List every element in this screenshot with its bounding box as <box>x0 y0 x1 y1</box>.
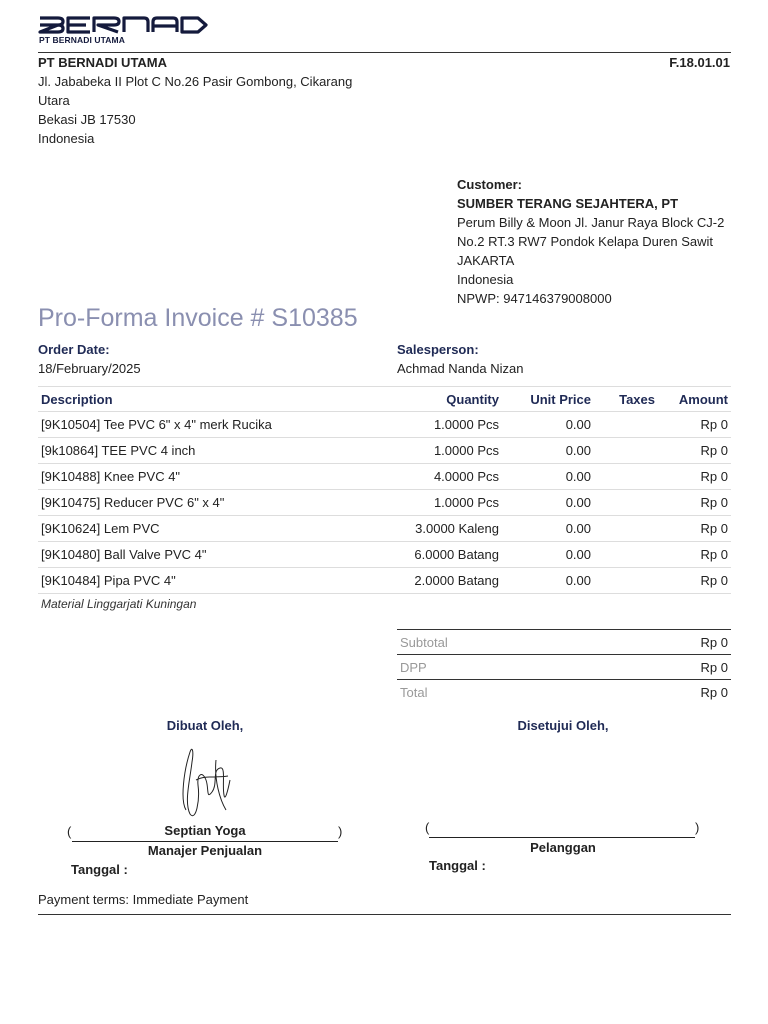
column-header-quantity: Quantity <box>368 387 502 412</box>
cell-amount: Rp 0 <box>658 568 731 594</box>
cell-unit-price: 0.00 <box>502 490 594 516</box>
cell-unit-price: 0.00 <box>502 516 594 542</box>
totals-label: DPP <box>397 655 603 680</box>
cell-taxes <box>594 412 658 438</box>
cell-amount: Rp 0 <box>658 516 731 542</box>
cell-amount: Rp 0 <box>658 412 731 438</box>
cell-description: [9k10864] TEE PVC 4 inch <box>38 438 368 464</box>
cell-quantity: 6.0000 Batang <box>368 542 502 568</box>
logo-subtitle: PT BERNADI UTAMA <box>39 35 125 45</box>
customer-label: Customer: <box>457 177 523 192</box>
table-row <box>38 438 731 464</box>
invoice-title: Pro-Forma Invoice # S10385 <box>38 304 358 332</box>
customer-address-line: Indonesia <box>457 272 514 287</box>
customer-address-line: Perum Billy & Moon Jl. Janur Raya Block CJ-2 <box>457 215 725 230</box>
approved-by-heading: Disetujui Oleh, <box>517 718 609 733</box>
totals-label: Subtotal <box>397 630 603 655</box>
cell-amount: Rp 0 <box>658 490 731 516</box>
bernadi-logo-mark <box>38 16 210 34</box>
cell-unit-price: 0.00 <box>502 542 594 568</box>
customer-address-line: JAKARTA <box>457 253 515 268</box>
left-close-paren: ) <box>338 824 343 839</box>
cell-taxes <box>594 568 658 594</box>
cell-amount: Rp 0 <box>658 542 731 568</box>
signer-role: Manajer Penjualan <box>147 843 263 858</box>
totals-table <box>397 629 731 704</box>
footer-divider <box>38 914 731 915</box>
cell-quantity: 4.0000 Pcs <box>368 464 502 490</box>
cell-unit-price: 0.00 <box>502 464 594 490</box>
right-close-paren: ) <box>695 820 700 835</box>
company-address-line: Jl. Jababeka II Plot C No.26 Pasir Gombong, Cikarang <box>38 74 353 89</box>
cell-description: [9K10488] Knee PVC 4" <box>38 464 368 490</box>
left-date-label: Tanggal : <box>71 862 128 877</box>
cell-taxes <box>594 516 658 542</box>
order-lines-table <box>38 386 731 594</box>
cell-quantity: 1.0000 Pcs <box>368 438 502 464</box>
customer-address-line: No.2 RT.3 RW7 Pondok Kelapa Duren Sawit <box>457 234 714 249</box>
cell-description: [9K10484] Pipa PVC 4" <box>38 568 368 594</box>
cell-taxes <box>594 438 658 464</box>
table-row <box>38 516 731 542</box>
handwritten-signature <box>176 740 238 822</box>
column-header-unit-price: Unit Price <box>502 387 594 412</box>
salesperson-value: Achmad Nanda Nizan <box>397 361 524 376</box>
left-open-paren: ( <box>67 824 72 839</box>
totals-label: Total <box>397 680 603 705</box>
table-row <box>38 464 731 490</box>
company-logo <box>38 16 210 37</box>
company-name: PT BERNADI UTAMA <box>38 55 168 70</box>
cell-quantity: 2.0000 Batang <box>368 568 502 594</box>
order-date-value: 18/February/2025 <box>38 361 141 376</box>
salesperson-label: Salesperson: <box>397 342 479 357</box>
customer-npwp: NPWP: 947146379008000 <box>457 291 612 306</box>
customer-role: Pelanggan <box>530 840 596 855</box>
table-row <box>38 412 731 438</box>
payment-terms: Payment terms: Immediate Payment <box>38 892 249 907</box>
company-address-block <box>38 53 368 148</box>
totals-row-total <box>397 680 731 705</box>
order-note: Material Linggarjati Kuningan <box>41 597 197 611</box>
cell-taxes <box>594 542 658 568</box>
cell-quantity: 1.0000 Pcs <box>368 412 502 438</box>
company-address-line: Indonesia <box>38 131 95 146</box>
totals-value: Rp 0 <box>603 655 731 680</box>
left-signature-line <box>72 841 338 842</box>
column-header-amount: Amount <box>658 387 731 412</box>
cell-unit-price: 0.00 <box>502 412 594 438</box>
right-signature-line <box>429 837 695 838</box>
cell-unit-price: 0.00 <box>502 568 594 594</box>
signer-name: Septian Yoga <box>164 823 246 838</box>
table-row <box>38 568 731 594</box>
cell-unit-price: 0.00 <box>502 438 594 464</box>
table-row <box>38 490 731 516</box>
cell-description: [9K10504] Tee PVC 6" x 4" merk Rucika <box>38 412 368 438</box>
invoice-page <box>38 0 731 1024</box>
customer-name: SUMBER TERANG SEJAHTERA, PT <box>457 196 679 211</box>
column-header-description: Description <box>38 387 368 412</box>
customer-block <box>457 175 729 308</box>
cell-description: [9K10475] Reducer PVC 6" x 4" <box>38 490 368 516</box>
document-code: F.18.01.01 <box>669 55 730 70</box>
created-by-heading: Dibuat Oleh, <box>166 718 244 733</box>
totals-value: Rp 0 <box>603 680 731 705</box>
table-row <box>38 542 731 568</box>
company-address-line: Utara <box>38 93 70 108</box>
totals-row-subtotal <box>397 630 731 655</box>
totals-value: Rp 0 <box>603 630 731 655</box>
totals-row-dpp <box>397 655 731 680</box>
cell-description: [9K10624] Lem PVC <box>38 516 368 542</box>
cell-amount: Rp 0 <box>658 464 731 490</box>
cell-taxes <box>594 490 658 516</box>
cell-quantity: 1.0000 Pcs <box>368 490 502 516</box>
right-date-label: Tanggal : <box>429 858 486 873</box>
table-header-row <box>38 387 731 412</box>
right-open-paren: ( <box>425 820 430 835</box>
cell-amount: Rp 0 <box>658 438 731 464</box>
cell-description: [9K10480] Ball Valve PVC 4" <box>38 542 368 568</box>
column-header-taxes: Taxes <box>594 387 658 412</box>
order-date-label: Order Date: <box>38 342 110 357</box>
cell-taxes <box>594 464 658 490</box>
company-address-line: Bekasi JB 17530 <box>38 112 136 127</box>
cell-quantity: 3.0000 Kaleng <box>368 516 502 542</box>
